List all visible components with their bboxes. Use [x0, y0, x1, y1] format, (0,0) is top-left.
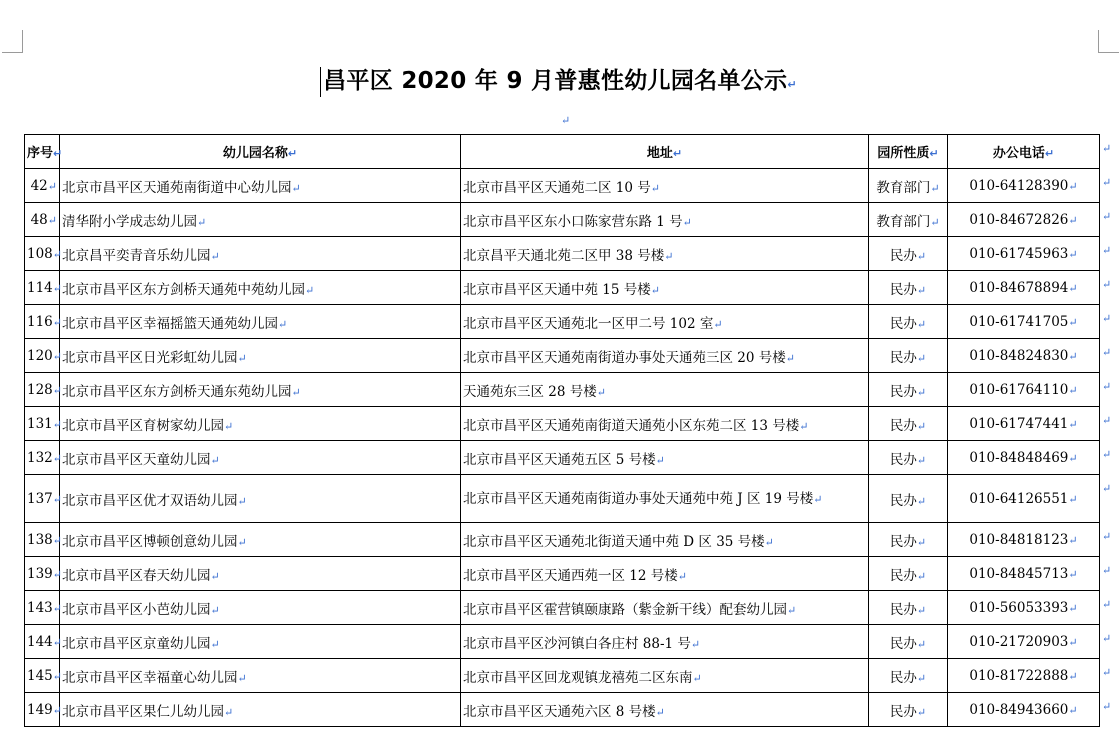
cell-address[interactable]: 北京市昌平区天通苑六区 8 号楼↵: [461, 693, 869, 727]
paragraph-mark: ↵: [655, 453, 665, 467]
paragraph-mark: ↵: [197, 215, 207, 229]
cell-phone[interactable]: 010-84845713↵: [948, 557, 1100, 591]
row-end-mark: ↵: [1102, 529, 1112, 543]
row-end-mark: ↵: [1102, 597, 1112, 611]
paragraph-mark: ↵: [1068, 247, 1078, 261]
paragraph-mark: ↵: [237, 494, 247, 508]
table-row: [25, 523, 1100, 557]
cell-name[interactable]: 北京市昌平区幸福童心幼儿园↵: [60, 659, 461, 693]
paragraph-mark: ↵: [237, 351, 247, 365]
paragraph-mark: ↵: [692, 671, 702, 685]
paragraph-mark: ↵: [785, 351, 795, 365]
cell-no[interactable]: 42↵: [25, 169, 60, 203]
cell-name[interactable]: 北京市昌平区博顿创意幼儿园↵: [60, 523, 461, 557]
cell-name[interactable]: 北京市昌平区果仁儿幼儿园↵: [60, 693, 461, 727]
cell-phone[interactable]: 010-21720903↵: [948, 625, 1100, 659]
table-row: [25, 237, 1100, 271]
cell-phone[interactable]: 010-64128390↵: [948, 169, 1100, 203]
row-end-mark: ↵: [1102, 311, 1112, 325]
paragraph-mark: ↵: [916, 453, 927, 467]
cell-no[interactable]: 137↵: [25, 475, 60, 523]
paragraph-mark: ↵: [52, 247, 62, 261]
header-phone[interactable]: 办公电话↵: [948, 135, 1100, 169]
paragraph-mark: ↵: [916, 494, 927, 508]
paragraph-mark: ↵: [650, 181, 660, 195]
table-row: [25, 339, 1100, 373]
cell-phone[interactable]: 010-81722888↵: [948, 659, 1100, 693]
paragraph-mark: ↵: [291, 181, 301, 195]
row-end-mark: ↵: [1102, 481, 1112, 495]
paragraph-mark: ↵: [916, 419, 927, 433]
table-row: [25, 305, 1100, 339]
paragraph-mark: ↵: [1068, 417, 1078, 431]
cell-type[interactable]: 民办↵: [869, 475, 948, 523]
paragraph-mark: ↵: [52, 383, 62, 397]
row-end-mark: ↵: [1102, 447, 1112, 461]
paragraph-mark: ↵: [916, 637, 927, 651]
cell-address[interactable]: 北京昌平天通北苑二区甲 38 号楼↵: [461, 237, 869, 271]
cell-type[interactable]: 教育部门↵: [869, 203, 948, 237]
cell-address[interactable]: 北京市昌平区天通苑二区 10 号↵: [461, 169, 869, 203]
cell-type[interactable]: 民办↵: [869, 305, 948, 339]
cell-type[interactable]: 民办↵: [869, 523, 948, 557]
cell-no[interactable]: 116↵: [25, 305, 60, 339]
paragraph-mark: ↵: [1068, 601, 1078, 615]
paragraph-mark: ↵: [52, 281, 62, 295]
cell-address[interactable]: 北京市昌平区沙河镇白各庄村 88-1 号↵: [461, 625, 869, 659]
crop-mark-top-left: [2, 30, 23, 53]
paragraph-mark: ↵: [1068, 281, 1078, 295]
paragraph-mark: ↵: [916, 603, 927, 617]
table-row: [25, 693, 1100, 727]
cell-type[interactable]: 民办↵: [869, 591, 948, 625]
cell-address[interactable]: 北京市昌平区天通苑五区 5 号楼↵: [461, 441, 869, 475]
cell-phone[interactable]: 010-84943660↵: [948, 693, 1100, 727]
cell-address[interactable]: 北京市昌平区天通西苑一区 12 号楼↵: [461, 557, 869, 591]
paragraph-mark: ↵: [1068, 533, 1078, 547]
paragraph-mark: ↵: [237, 671, 247, 685]
cell-name[interactable]: 北京市昌平区小芭幼儿园↵: [60, 591, 461, 625]
row-end-mark: ↵: [1102, 243, 1112, 257]
cell-name[interactable]: 北京市昌平区东方剑桥天通苑中苑幼儿园↵: [60, 271, 461, 305]
paragraph-mark: ↵: [916, 317, 927, 331]
cell-address[interactable]: 北京市昌平区东小口陈家营东路 1 号↵: [461, 203, 869, 237]
paragraph-mark: ↵: [52, 451, 62, 465]
cell-name[interactable]: 北京市昌平区东方剑桥天通东苑幼儿园↵: [60, 373, 461, 407]
cell-type[interactable]: 民办↵: [869, 271, 948, 305]
cell-no[interactable]: 139↵: [25, 557, 60, 591]
cell-type[interactable]: 民办↵: [869, 693, 948, 727]
cell-name[interactable]: 北京市昌平区天童幼儿园↵: [60, 441, 461, 475]
cell-type[interactable]: 民办↵: [869, 237, 948, 271]
paragraph-mark: ↵: [930, 215, 940, 229]
paragraph-mark: ↵: [210, 249, 220, 263]
paragraph-mark: ↵: [1068, 492, 1078, 506]
cell-no[interactable]: 114↵: [25, 271, 60, 305]
cell-no[interactable]: 144↵: [25, 625, 60, 659]
row-end-mark: ↵: [1102, 209, 1112, 223]
paragraph-mark: ↵: [1068, 349, 1078, 363]
paragraph-mark: ↵: [1068, 213, 1078, 227]
empty-paragraph-mark: ↵: [561, 114, 571, 127]
cell-phone[interactable]: 010-84818123↵: [948, 523, 1100, 557]
cell-phone[interactable]: 010-84848469↵: [948, 441, 1100, 475]
cell-name[interactable]: 北京昌平奕青音乐幼儿园↵: [60, 237, 461, 271]
paragraph-mark: ↵: [713, 317, 723, 331]
cell-type[interactable]: 民办↵: [869, 441, 948, 475]
paragraph-mark: ↵: [664, 249, 674, 263]
paragraph-mark: ↵: [916, 283, 927, 297]
paragraph-mark: ↵: [1068, 669, 1078, 683]
paragraph-mark: ↵: [650, 283, 660, 297]
cell-address[interactable]: 北京市昌平区天通苑北街道天通中苑 D 区 35 号楼↵: [461, 523, 869, 557]
paragraph-mark: ↵: [655, 705, 665, 719]
cell-type[interactable]: 民办↵: [869, 373, 948, 407]
paragraph-mark: ↵: [224, 705, 234, 719]
header-address[interactable]: 地址↵: [461, 135, 869, 169]
paragraph-mark: ↵: [930, 181, 940, 195]
row-end-mark: ↵: [1102, 665, 1112, 679]
table-row: [25, 373, 1100, 407]
paragraph-mark: ↵: [916, 249, 927, 263]
row-end-mark: ↵: [1102, 379, 1112, 393]
paragraph-mark: ↵: [52, 492, 62, 506]
cell-no[interactable]: 132↵: [25, 441, 60, 475]
paragraph-mark: ↵: [52, 567, 62, 581]
kindergarten-table: [24, 134, 1100, 727]
paragraph-mark: ↵: [210, 453, 220, 467]
cell-no[interactable]: 131↵: [25, 407, 60, 441]
cell-phone[interactable]: 010-84678894↵: [948, 271, 1100, 305]
table-row: [25, 169, 1100, 203]
paragraph-mark: ↵: [813, 492, 823, 506]
cell-name[interactable]: 北京市昌平区优才双语幼儿园↵: [60, 475, 461, 523]
cell-address[interactable]: 北京市昌平区天通苑南街道天通苑小区东苑二区 13 号楼↵: [461, 407, 869, 441]
cell-type[interactable]: 民办↵: [869, 625, 948, 659]
paragraph-mark: ↵: [52, 635, 62, 649]
table-row: [25, 407, 1100, 441]
cell-address[interactable]: 北京市昌平区天通苑北一区甲二号 102 室↵: [461, 305, 869, 339]
paragraph-mark: ↵: [224, 419, 234, 433]
paragraph-mark: ↵: [916, 705, 927, 719]
cell-name[interactable]: 清华附小学成志幼儿园↵: [60, 203, 461, 237]
cell-address[interactable]: 北京市昌平区霍营镇颐康路（紫金新干线）配套幼儿园↵: [461, 591, 869, 625]
row-end-mark: ↵: [1102, 345, 1112, 359]
paragraph-mark: ↵: [47, 213, 57, 227]
title-text: 昌平区 2020 年 9 月普惠性幼儿园名单公示: [323, 68, 788, 94]
table-row: [25, 591, 1100, 625]
paragraph-mark: ↵: [1068, 635, 1078, 649]
paragraph-mark: ↵: [596, 385, 606, 399]
cell-no[interactable]: 120↵: [25, 339, 60, 373]
paragraph-mark: ↵: [916, 385, 927, 399]
cell-type[interactable]: 教育部门↵: [869, 169, 948, 203]
cell-phone[interactable]: 010-56053393↵: [948, 591, 1100, 625]
cell-address[interactable]: 北京市昌平区回龙观镇龙禧苑二区东南↵: [461, 659, 869, 693]
paragraph-mark: ↵: [764, 535, 774, 549]
table-row: [25, 475, 1100, 523]
paragraph-mark: ↵: [1068, 567, 1078, 581]
paragraph-mark: ↵: [1068, 703, 1078, 717]
table-header-row: [25, 135, 1100, 169]
crop-mark-top-right: [1098, 30, 1119, 53]
paragraph-mark: ↵: [916, 535, 927, 549]
paragraph-mark: ↵: [916, 671, 927, 685]
paragraph-mark: ↵: [305, 283, 315, 297]
cell-no[interactable]: 149↵: [25, 693, 60, 727]
paragraph-mark: ↵: [210, 603, 220, 617]
cell-no[interactable]: 138↵: [25, 523, 60, 557]
table-row: [25, 625, 1100, 659]
cell-address[interactable]: 北京市昌平区天通中苑 15 号楼↵: [461, 271, 869, 305]
cell-name[interactable]: 北京市昌平区育树家幼儿园↵: [60, 407, 461, 441]
paragraph-mark: ↵: [278, 317, 288, 331]
paragraph-mark: ↵: [1068, 451, 1078, 465]
paragraph-mark: ↵: [799, 419, 809, 433]
paragraph-mark: ↵: [787, 78, 797, 91]
paragraph-mark: ↵: [916, 351, 927, 365]
cell-no[interactable]: 143↵: [25, 591, 60, 625]
row-end-mark: ↵: [1102, 141, 1112, 155]
row-end-mark: ↵: [1102, 699, 1112, 713]
cell-no[interactable]: 108↵: [25, 237, 60, 271]
paragraph-mark: ↵: [210, 569, 220, 583]
row-end-mark: ↵: [1102, 277, 1112, 291]
cell-phone[interactable]: 010-61747441↵: [948, 407, 1100, 441]
table-row: [25, 203, 1100, 237]
paragraph-mark: ↵: [1068, 179, 1078, 193]
row-end-mark: ↵: [1102, 631, 1112, 645]
document-title[interactable]: [0, 62, 1117, 97]
paragraph-mark: ↵: [787, 603, 797, 617]
cell-phone[interactable]: 010-64126551↵: [948, 475, 1100, 523]
cell-name[interactable]: 北京市昌平区春天幼儿园↵: [60, 557, 461, 591]
header-name[interactable]: 幼儿园名称↵: [60, 135, 461, 169]
cell-address[interactable]: 北京市昌平区天通苑南街道办事处天通苑三区 20 号楼↵: [461, 339, 869, 373]
paragraph-mark: ↵: [52, 703, 62, 717]
cell-type[interactable]: 民办↵: [869, 407, 948, 441]
paragraph-mark: ↵: [210, 637, 220, 651]
paragraph-mark: ↵: [677, 569, 687, 583]
table-row: [25, 441, 1100, 475]
header-no[interactable]: 序号↵: [25, 135, 60, 169]
cell-type[interactable]: 民办↵: [869, 659, 948, 693]
paragraph-mark: ↵: [47, 179, 57, 193]
cell-name[interactable]: 北京市昌平区天通苑南街道中心幼儿园↵: [60, 169, 461, 203]
paragraph-mark: ↵: [291, 385, 301, 399]
header-type[interactable]: 园所性质↵: [869, 135, 948, 169]
table-row: [25, 271, 1100, 305]
cell-name[interactable]: 北京市昌平区京童幼儿园↵: [60, 625, 461, 659]
cell-no[interactable]: 128↵: [25, 373, 60, 407]
table-row: [25, 659, 1100, 693]
paragraph-mark: ↵: [52, 669, 62, 683]
cell-name[interactable]: 北京市昌平区幸福摇篮天通苑幼儿园↵: [60, 305, 461, 339]
paragraph-mark: ↵: [690, 637, 701, 651]
cell-phone[interactable]: 010-61741705↵: [948, 305, 1100, 339]
cell-type[interactable]: 民办↵: [869, 557, 948, 591]
paragraph-mark: ↵: [237, 535, 247, 549]
paragraph-mark: ↵: [52, 601, 62, 615]
cell-no[interactable]: 48↵: [25, 203, 60, 237]
paragraph-mark: ↵: [52, 533, 62, 547]
row-end-mark: ↵: [1102, 413, 1112, 427]
cell-phone[interactable]: 010-61745963↵: [948, 237, 1100, 271]
cell-name[interactable]: 北京市昌平区日光彩虹幼儿园↵: [60, 339, 461, 373]
paragraph-mark: ↵: [52, 349, 62, 363]
paragraph-mark: ↵: [1068, 315, 1078, 329]
cell-address[interactable]: 北京市昌平区天通苑南街道办事处天通苑中苑 J 区 19 号楼↵: [461, 475, 869, 523]
row-end-mark: ↵: [1102, 175, 1112, 189]
paragraph-mark: ↵: [1068, 383, 1078, 397]
cell-address[interactable]: 天通苑东三区 28 号楼↵: [461, 373, 869, 407]
cell-type[interactable]: 民办↵: [869, 339, 948, 373]
text-cursor: [320, 67, 321, 97]
cell-phone[interactable]: 010-61764110↵: [948, 373, 1100, 407]
row-end-mark: ↵: [1102, 563, 1112, 577]
paragraph-mark: ↵: [52, 417, 62, 431]
table-row: [25, 557, 1100, 591]
paragraph-mark: ↵: [682, 215, 692, 229]
cell-no[interactable]: 145↵: [25, 659, 60, 693]
cell-phone[interactable]: 010-84672826↵: [948, 203, 1100, 237]
cell-phone[interactable]: 010-84824830↵: [948, 339, 1100, 373]
paragraph-mark: ↵: [916, 569, 927, 583]
paragraph-mark: ↵: [52, 315, 62, 329]
